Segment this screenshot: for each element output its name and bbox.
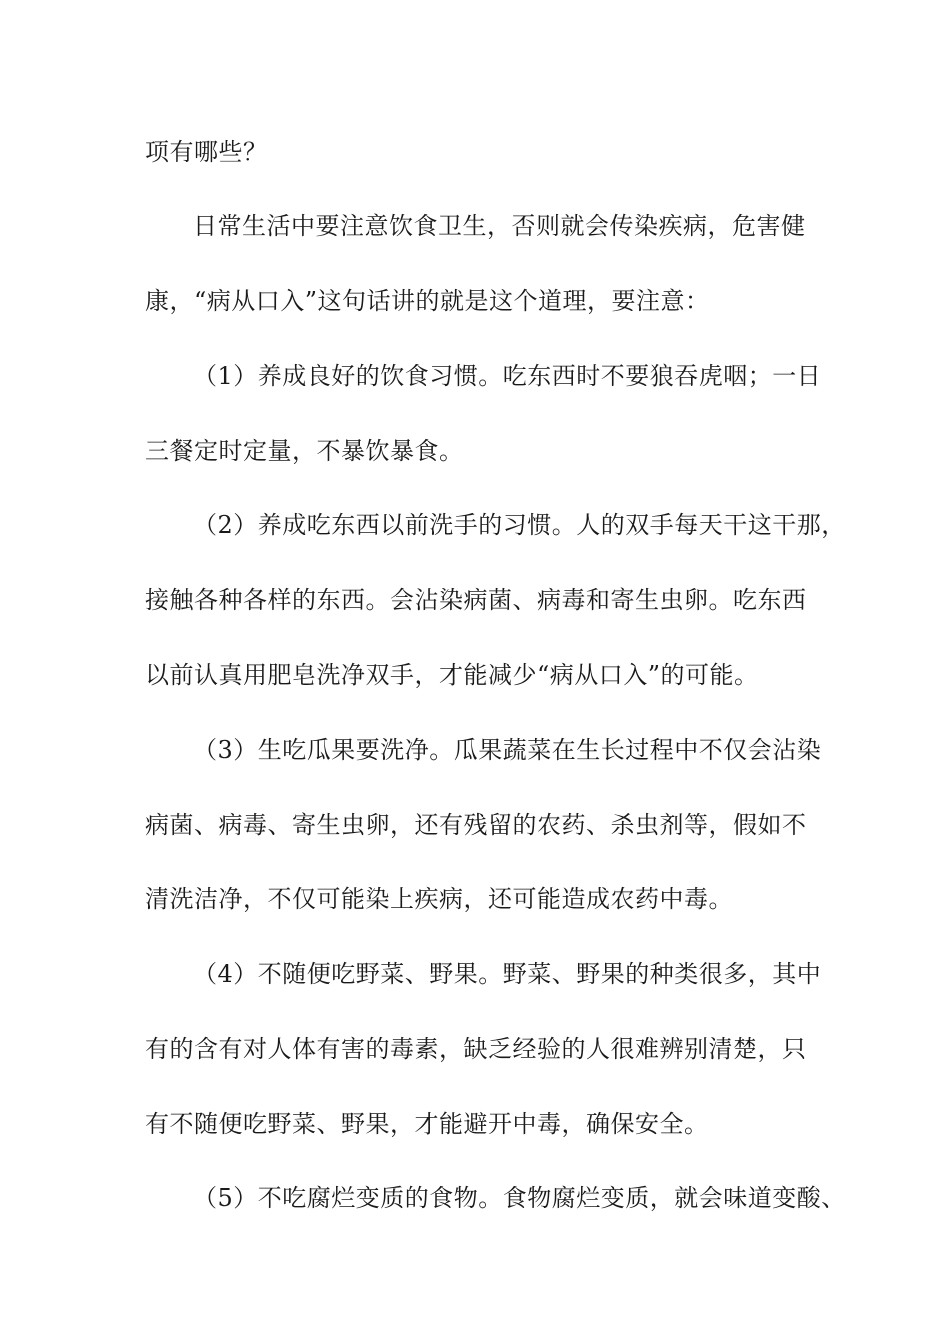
paragraph-intro-line-1: 日常生活中要注意饮食卫生，否则就会传染疾病，危害健 <box>193 212 806 240</box>
paragraph-item-2-line-1: （2）养成吃东西以前洗手的习惯。人的双手每天干这干那， <box>193 511 846 539</box>
text-line-continuation: 项有哪些？ <box>145 138 268 166</box>
paragraph-item-3-line-2: 病菌、病毒、寄生虫卵，还有残留的农药、杀虫剂等，假如不 <box>145 811 807 839</box>
paragraph-intro-line-2: 康，“病从口入”这句话讲的就是这个道理，要注意： <box>145 287 710 315</box>
paragraph-item-1-line-2: 三餐定时定量，不暴饮暴食。 <box>145 437 464 465</box>
paragraph-item-2-line-2: 接触各种各样的东西。会沾染病菌、病毒和寄生虫卵。吃东西 <box>145 586 807 614</box>
paragraph-item-2-line-3: 以前认真用肥皂洗净双手，才能减少“病从口入”的可能。 <box>145 661 759 689</box>
paragraph-item-5-line-1: （5）不吃腐烂变质的食物。食物腐烂变质，就会味道变酸、 <box>193 1184 846 1212</box>
paragraph-item-4-line-3: 有不随便吃野菜、野果，才能避开中毒，确保安全。 <box>145 1110 709 1138</box>
paragraph-item-3-line-1: （3）生吃瓜果要洗净。瓜果蔬菜在生长过程中不仅会沾染 <box>193 736 822 764</box>
paragraph-item-1-line-1: （1）养成良好的饮食习惯。吃东西时不要狼吞虎咽；一日 <box>193 362 822 390</box>
paragraph-item-4-line-2: 有的含有对人体有害的毒素，缺乏经验的人很难辨别清楚，只 <box>145 1035 807 1063</box>
paragraph-item-4-line-1: （4）不随便吃野菜、野果。野菜、野果的种类很多，其中 <box>193 960 822 988</box>
paragraph-item-3-line-3: 清洗洁净，不仅可能染上疾病，还可能造成农药中毒。 <box>145 885 733 913</box>
